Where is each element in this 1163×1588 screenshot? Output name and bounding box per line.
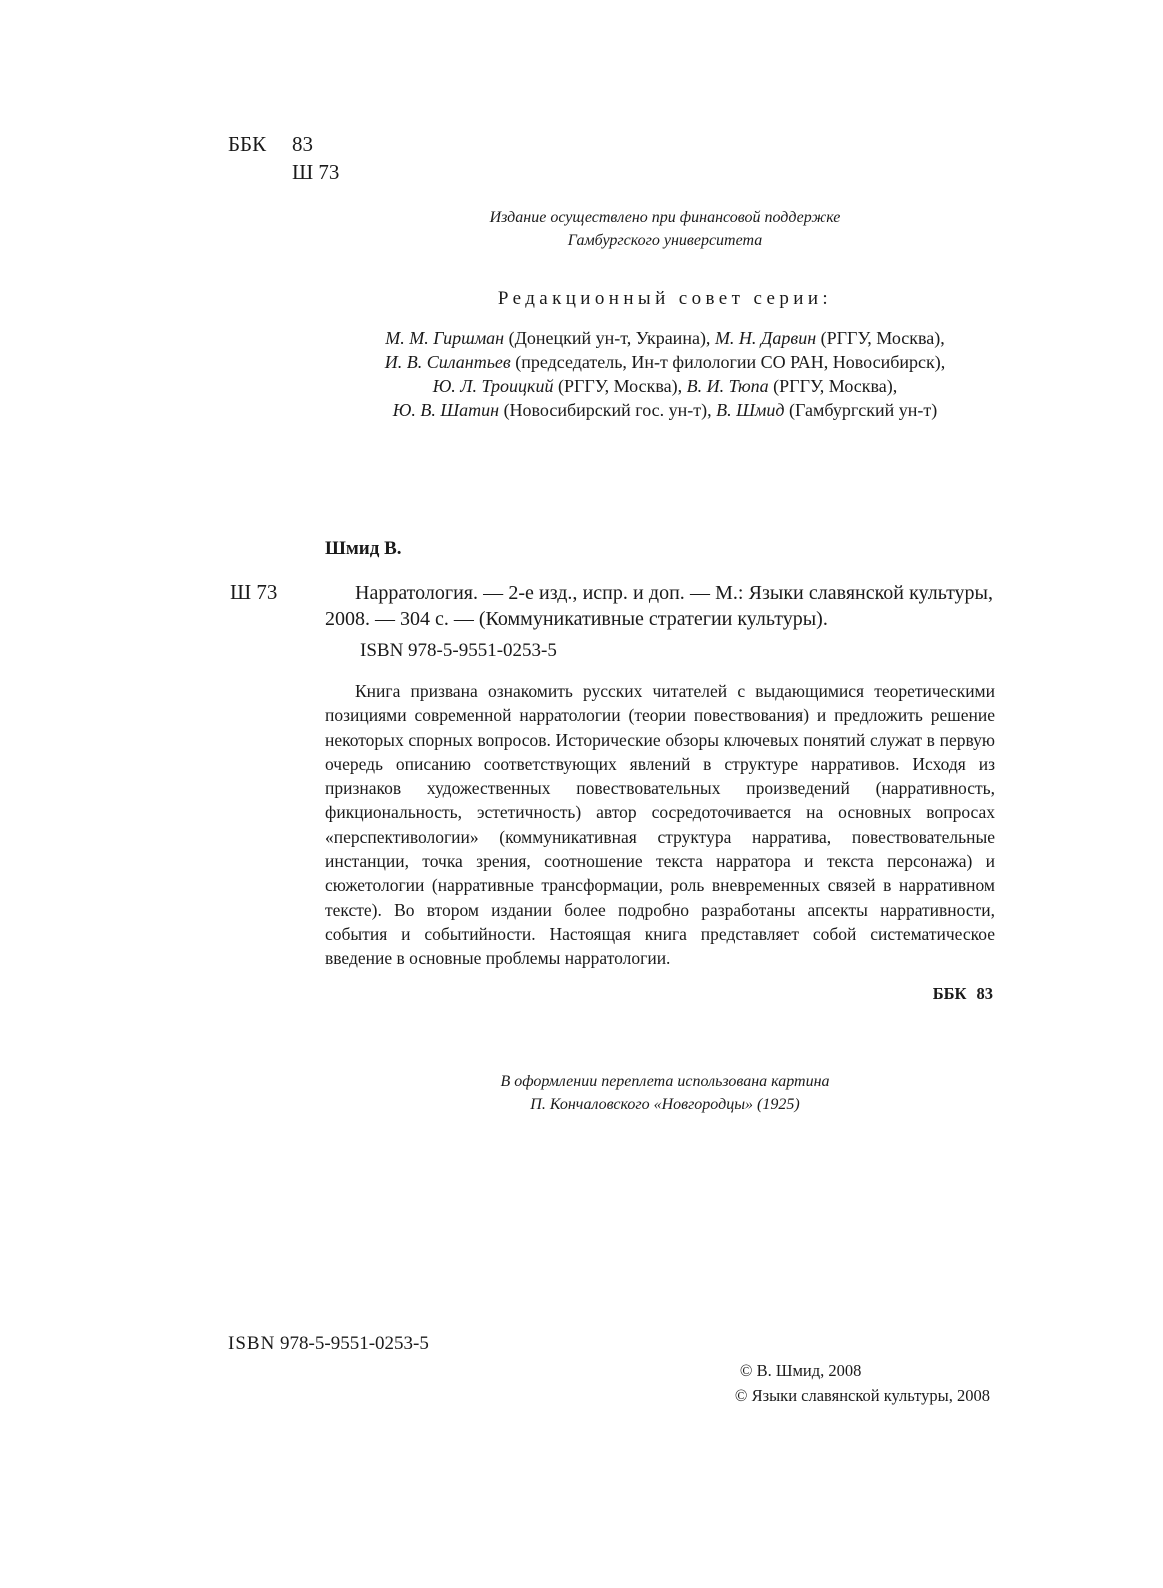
bbk-index-number: 83 [976,984,993,1003]
cover-line-2: П. Кончаловского «Новгородцы» (1925) [530,1096,800,1113]
footer-isbn [228,1333,429,1355]
cover-note [330,1070,1000,1116]
board-member-name: Ю. В. Шатин [392,400,500,420]
board-member-affiliation: (РГГУ, Москва), [553,376,687,396]
board-member-name: И. В. Силантьев [384,352,511,372]
board-member-affiliation: (Гамбургский ун-т) [784,400,938,420]
book-abstract: Книга призвана ознакомить русских читателей с выдающимися теоретическими позициями современной нарратологии (теории повествования) и предложить решение некоторых спорных вопросов. Исторические обзоры ключевых понятий служат в первую очередь описанию соответствующих явлений в структуре нарративов. Исходя из признаков художественных повествовательных произведений (нарративность, фикциональность, эстетичность) автор сосредоточивается на основных вопросах «перспективологии» (коммуникативная структура нарратива, повествовательные инстанции, точка зрения, соотношение текста нарратора и текста персонажа) и сюжетологии (нарративные трансформации, роль вневременных связей в нарративном тексте). Во втором издании более подробно разработаны апсекты нарративности, события и событийности. Настоящая книга представляет собой систематическое введение в основные проблемы нарратологии. [325,681,995,969]
editorial-board-title: Редакционный совет серии: [497,288,833,309]
board-member-name: Ю. Л. Троицкий [432,376,554,396]
board-line [330,326,1000,350]
bbk-index-label: ББК [932,984,967,1003]
board-member-name: В. Шмид [716,400,785,420]
copyright-author: © В. Шмид, 2008 [739,1361,862,1380]
copyright-block [734,1358,990,1408]
book-author-code: Ш 73 [230,580,278,604]
cover-line-1: В оформлении переплета использована картина [500,1073,830,1090]
footer-isbn-number: 978-5-9551-0253-5 [280,1333,429,1354]
bbk-number: 83 [292,132,313,156]
board-member-name: М. М. Гиршман [385,328,505,348]
board-member-affiliation: (РГГУ, Москва), [816,328,945,348]
editorial-board-list [330,326,1000,422]
board-line [330,374,1000,398]
copyright-publisher: © Языки славянской культуры, 2008 [734,1386,990,1405]
bbk-label: ББК [228,132,267,156]
board-member-affiliation: (РГГУ, Москва), [768,376,898,396]
board-line [330,350,1000,374]
funding-note [330,206,1000,252]
board-member-affiliation: (председатель, Ин-т филологии СО РАН, Новосибирск), [510,352,946,372]
bibliographic-description: Нарратология. — 2-е изд., испр. и доп. — М.: Языки славянской культуры, 2008. — 304 с. — (Коммуникативные стратегии культуры). [325,582,993,630]
board-member-affiliation: (Донецкий ун-т, Украина), [504,328,715,348]
board-member-name: В. И. Тюпа [686,376,769,396]
board-member-name: М. Н. Дарвин [714,328,817,348]
funding-line-1: Издание осуществлено при финансовой поддержке [489,209,841,226]
board-member-affiliation: (Новосибирский гос. ун-т), [499,400,717,420]
book-author: Шмид В. [325,538,402,559]
funding-line-2: Гамбургского университета [567,232,763,249]
board-line [330,398,1000,422]
bbk-index [700,984,993,1004]
footer-isbn-prefix: ISBN [228,1333,276,1354]
book-isbn: ISBN 978-5-9551-0253-5 [360,640,557,661]
author-code: Ш 73 [292,160,340,184]
